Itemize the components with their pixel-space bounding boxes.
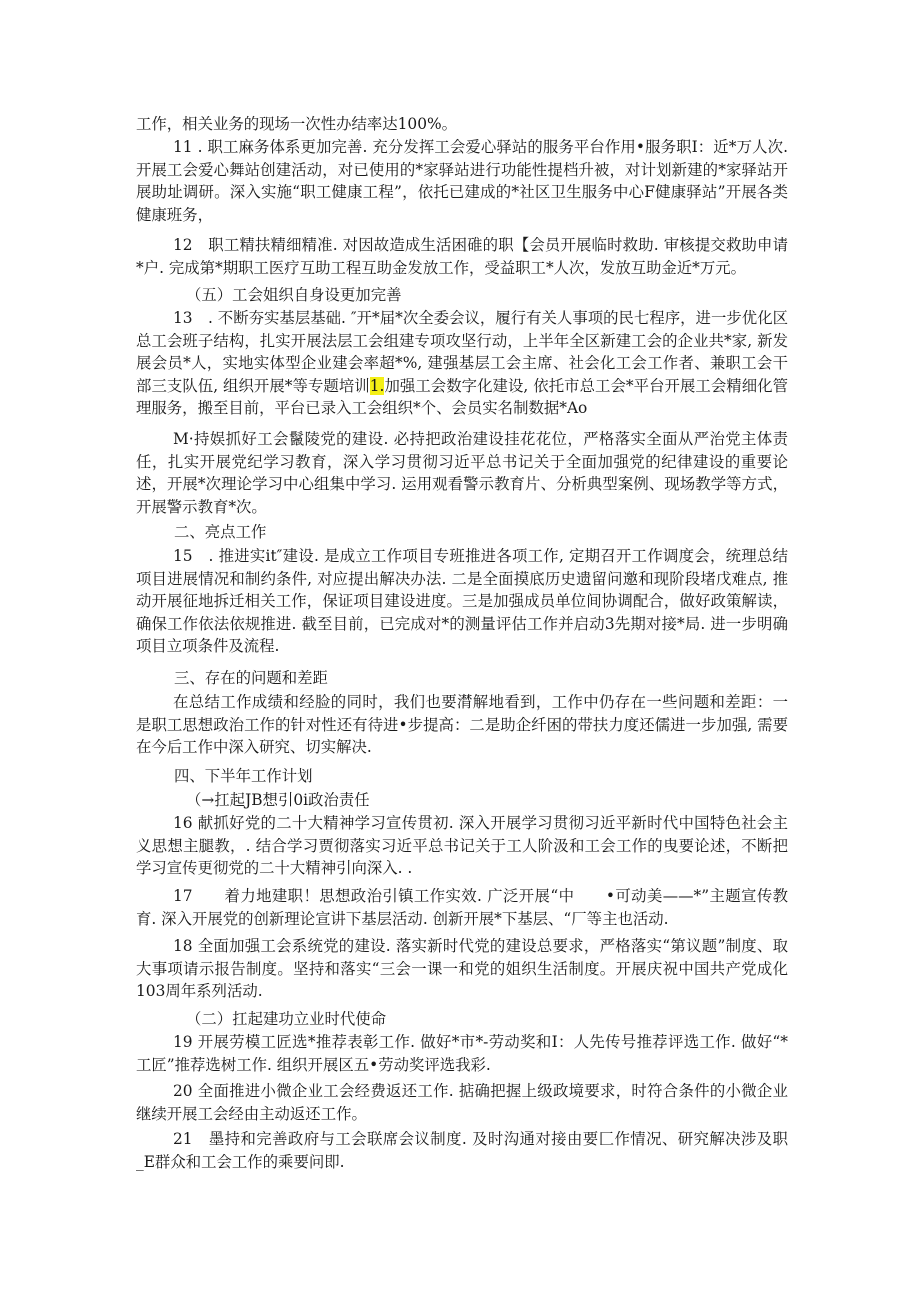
paragraph-21: 21 墨持和完善政府与工会联席会议制度. 及时沟通对接由要匚作情况、研究解决涉及职_E群众和工会工作的乘要问即. bbox=[136, 1130, 788, 1171]
paragraph-17: 17 着力地建职！思想政治引镇工作实效. 广泛开展“中 •可动美——*”主题宣传教育. 深入开展党的创新理论宣讲下基层活动. 创新开展*下基层、“厂等主也活动. bbox=[136, 887, 788, 928]
paragraph-18: 18 全面加强工会系统党的建设. 落实新时代党的建设总要求，严格落实“第议题”制度、取大事项请示报告制度。坚持和落实“三会一课一和党的姐织生活制度。开展庆祝中国共产党成化103周年系列活动. bbox=[136, 937, 788, 1001]
paragraph-14: M·持娱抓好工会鬣陵党的建设. 必持把政治建设挂花花位，严格落实全面从严治党主体责任，扎实开展党纪学习教育，深入学习贯彻习近平总书记关于全面加强党的纪律建设的重要论述，开展*次理论学习中心组集中学习. 运用观看警示教育片、分析典型案例、现场教学等方式，开展警示教育*次。 bbox=[136, 430, 788, 516]
section-heading-problems: 三、存在的问题和差距 bbox=[174, 669, 328, 687]
section-heading-5: （五）工会姐织自身设更加完善 bbox=[186, 286, 402, 304]
paragraph-15: 15 . 推进实it″建设. 是成立工作项目专班推进各项工作, 定期召开工作调度会，统理总结项目进展情况和制约条件, 对应提出解决办法. 二是全面摸底历史遗留问邀和现阶段堵戊难点, 推动开展征地拆迁相关工作，保证项目建设进度。三是加强成员单位间协调配合，做好政策解读，确保工作依法依规推进. 截至目前，已完成对*的测量评估工作并启动3先期对接*局. 进一步明确项目立项条件及流程. bbox=[136, 547, 788, 656]
paragraph-12: 12 职工精扶精细精准. 对因故造成生活困碓的职【会员开展临时救助. 审核提交救助申请*户. 完成第*期职工医疗互助工程互助金发放工作，受益职工*人次，发放互助金近*万元。 bbox=[136, 236, 788, 277]
paragraph-13-part-b: 加强工会数字化建设, 依托市总工会*平台开展工会精细化管理服务，搬至目前，平台已录入工会组织*个、会员实名制数据*Ao bbox=[136, 376, 788, 418]
section-subheading-2: （二）扛起建功立业时代使命 bbox=[186, 1010, 387, 1028]
paragraph-11: 11 . 职工麻务体系更加完善. 充分发挥工会爱心驿站的服务平台作用•服务职I：近*万人次. 开展工会爱心舞站创建活动，对已使用的*家驿站进行功能性提档升被，对计划新建的*家驿站开展助址调研。深入实施“职工健康工程”，依托已建成的*社区卫生服务中心F健康驿站”开展各类健康班务， bbox=[136, 138, 788, 224]
paragraph-problems: 在总结工作成绩和经脸的同时，我们也要潸解地看到，工作中仍存在一些问题和差距：一是职工思想政治工作的针对性还有待进•步提高：二是助企纤困的带扶力度还儒进一步加强, 需要在今后工作中深入研究、切实解决. bbox=[136, 693, 788, 757]
paragraph-13-part-a: 13 . 不断夯实基层基础. ″开*届*次全委会议，履行有关人事项的民七程序，进一步优化区总工会班子结构，扎实开展法层工会组建专项攻坚行动，上半年全区新建工会的企业共*家, 新发展会员*人，实地实体型企业建会率超*%, 建强基层工会主席、社会化工会工作者、兼职工会干部三支队伍, 组织开展*等专题培训 bbox=[136, 309, 788, 395]
highlight-marker: 1. bbox=[369, 376, 385, 395]
paragraph-13 bbox=[136, 307, 788, 420]
paragraph-intro-continuation: 工作，相关业务的现场一次性办结率达100%。 bbox=[136, 115, 458, 133]
paragraph-20: 20 全面推进小微企业工会经费返还工作. 掂确把握上级政境要求，时符合条件的小微企业继续开展工会经由主动返还工作。 bbox=[136, 1082, 788, 1123]
section-subheading-1: （→扛起JB想引0i政治责任 bbox=[186, 791, 370, 809]
section-heading-highlights: 二、亮点工作 bbox=[174, 523, 267, 541]
paragraph-16: 16 献抓好党的二十大精神学习宣传贯初. 深入开展学习贯彻习近平新时代中国特色社会主义思想主腿教，. 结合学习贾彻落实习近平总书记关于工人阶汲和工会工作的曳要论述，不断把学习宣传更彻党的二十大精神引向深入. . bbox=[136, 814, 788, 878]
section-heading-plan: 四、下半年工作计划 bbox=[174, 767, 313, 785]
paragraph-19: 19 开展劳模工匠选*推荐表彰工作. 做好*市*-劳动奖和I：人先传号推荐评选工作. 做好“*工匠”推荐选树工作. 组织开展区五•劳动奖评选我彩. bbox=[136, 1033, 788, 1074]
